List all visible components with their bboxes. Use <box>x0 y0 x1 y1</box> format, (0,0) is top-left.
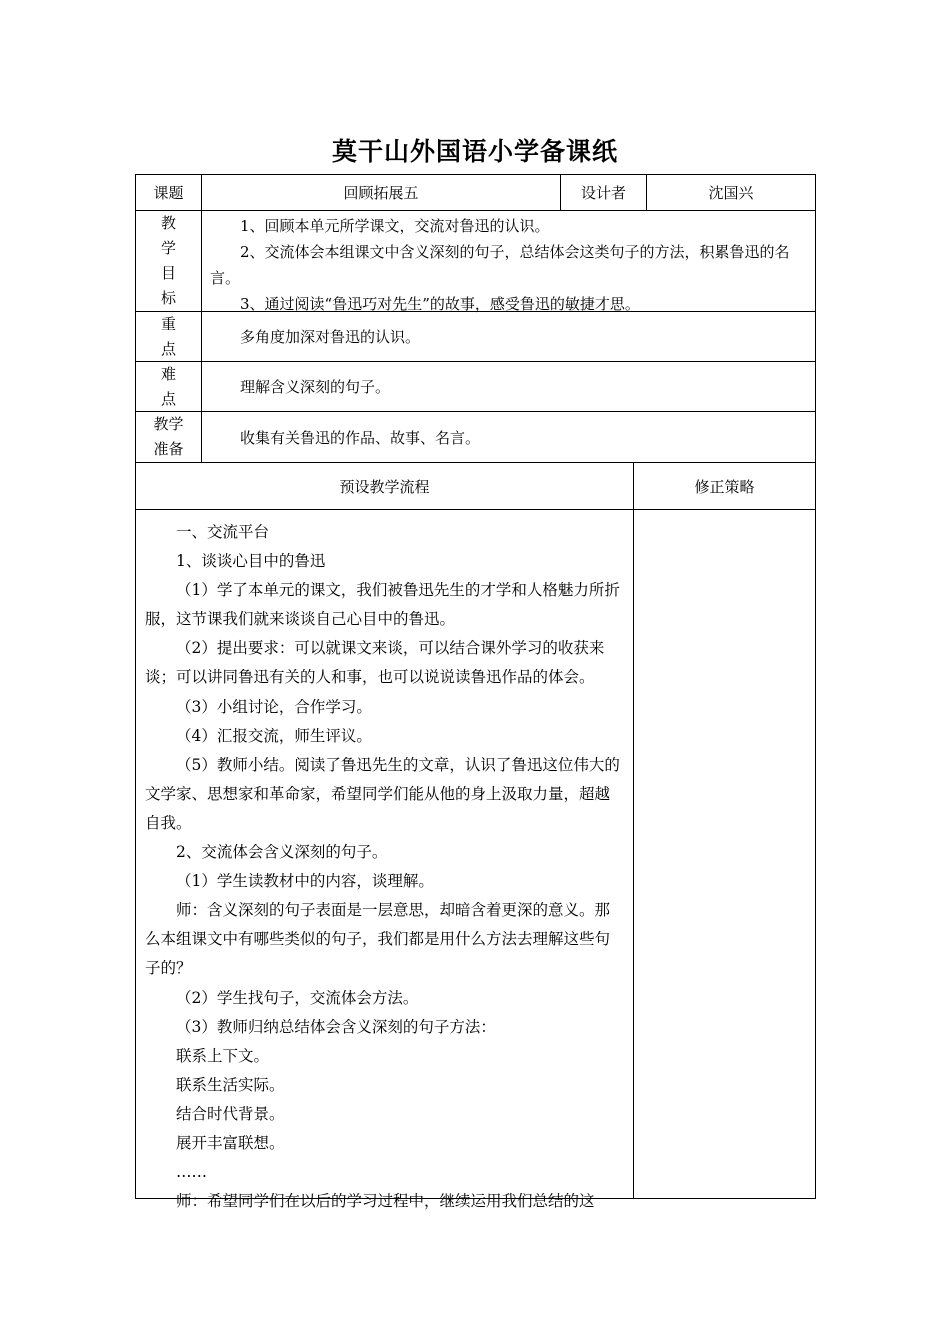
flow-revision-header-label: 修正策略 <box>694 477 755 496</box>
goals-content-cell <box>201 210 816 312</box>
designer-label: 设计者 <box>580 184 626 202</box>
flow-line: （3）小组讨论，合作学习。 <box>176 697 372 716</box>
flow-line: （5）教师小结。阅读了鲁迅先生的文章，认识了鲁迅这位伟大的文学家、思想家和革命家，希望同学们能从他的身上汲取力量，超越自我。 <box>145 755 620 832</box>
difficulty-label-char: 难 <box>160 364 176 383</box>
difficulty-text: 理解含义深刻的句子。 <box>240 378 391 396</box>
difficulty-content-cell <box>201 361 816 412</box>
goal-item: 3、通过阅读“鲁迅巧对先生”的故事，感受鲁迅的敏捷才思。 <box>240 295 640 313</box>
subject-label: 课题 <box>153 184 184 202</box>
preparation-text: 收集有关鲁迅的作品、故事、名言。 <box>240 428 481 447</box>
goals-label-cell <box>135 210 202 312</box>
flow-line: 结合时代背景。 <box>176 1104 285 1123</box>
preparation-label-line: 教学 <box>153 415 184 433</box>
designer-value: 沈国兴 <box>708 184 754 202</box>
goal-item: 1、回顾本单元所学课文，交流对鲁迅的认识。 <box>240 217 550 235</box>
key-point-label-char: 重 <box>160 314 176 333</box>
flow-line: （1）学生读教材中的内容，谈理解。 <box>176 872 434 891</box>
flow-line: 1、谈谈心目中的鲁迅 <box>176 552 326 571</box>
key-point-content-cell <box>201 311 816 362</box>
key-point-label-char: 点 <box>160 339 176 358</box>
flow-line: 一、交流平台 <box>176 523 270 541</box>
flow-line: （3）教师归纳总结体会含义深刻的句子方法： <box>176 1017 496 1036</box>
flow-line: 师：含义深刻的句子表面是一层意思，却暗含着更深的意义。那么本组课文中有哪些类似的句子，我们都是用什么方法去理解这些句子的？ <box>145 901 611 978</box>
flow-line: 师：希望同学们在以后的学习过程中，继续运用我们总结的这 <box>176 1192 595 1211</box>
key-point-text: 多角度加深对鲁迅的认识。 <box>240 328 421 346</box>
flow-line: （2）学生找句子，交流体会方法。 <box>176 988 419 1007</box>
flow-content-cell <box>135 509 634 1211</box>
flow-process-header <box>135 462 634 510</box>
goals-label-char: 教 <box>160 214 176 232</box>
goals-label-char: 目 <box>160 264 176 282</box>
designer-label-cell <box>560 174 647 211</box>
goals-label-char: 学 <box>160 239 176 257</box>
page-title: 莫干山外国语小学备课纸 <box>331 137 618 166</box>
flow-line: 2、交流体会含义深刻的句子。 <box>176 843 388 862</box>
key-point-label-cell <box>135 311 202 362</box>
flow-line: （1）学了本单元的课文，我们被鲁迅先生的才学和人格魅力所折服，这节课我们就来谈谈自己心目中的鲁迅。 <box>145 581 620 629</box>
difficulty-label-cell <box>135 361 202 412</box>
preparation-label-cell <box>135 411 202 463</box>
flow-line: （4）汇报交流，师生评议。 <box>176 726 372 745</box>
flow-revision-header <box>633 462 816 510</box>
flow-line: …… <box>176 1163 207 1182</box>
goal-item: 2、交流体会本组课文中含义深刻的句子，总结体会这类句子的方法，积累鲁迅的名言。 <box>210 243 790 287</box>
goals-label-char: 标 <box>160 289 176 307</box>
subject-value-cell <box>201 174 561 211</box>
flow-revision-cell <box>633 509 816 1199</box>
subject-value: 回顾拓展五 <box>343 184 419 202</box>
designer-value-cell <box>646 174 816 211</box>
preparation-label-line: 准备 <box>153 440 184 458</box>
preparation-content-cell <box>201 411 816 463</box>
flow-line: 联系生活实际。 <box>176 1075 285 1094</box>
subject-label-cell <box>135 174 202 211</box>
difficulty-label-char: 点 <box>160 389 176 408</box>
flow-process-header-label: 预设教学流程 <box>339 477 430 496</box>
flow-line: （2）提出要求：可以就课文来谈，可以结合课外学习的收获来谈；可以讲同鲁迅有关的人和事，也可以说说读鲁迅作品的体会。 <box>145 639 605 687</box>
flow-line: 展开丰富联想。 <box>176 1133 285 1152</box>
flow-line: 联系上下文。 <box>176 1046 270 1065</box>
